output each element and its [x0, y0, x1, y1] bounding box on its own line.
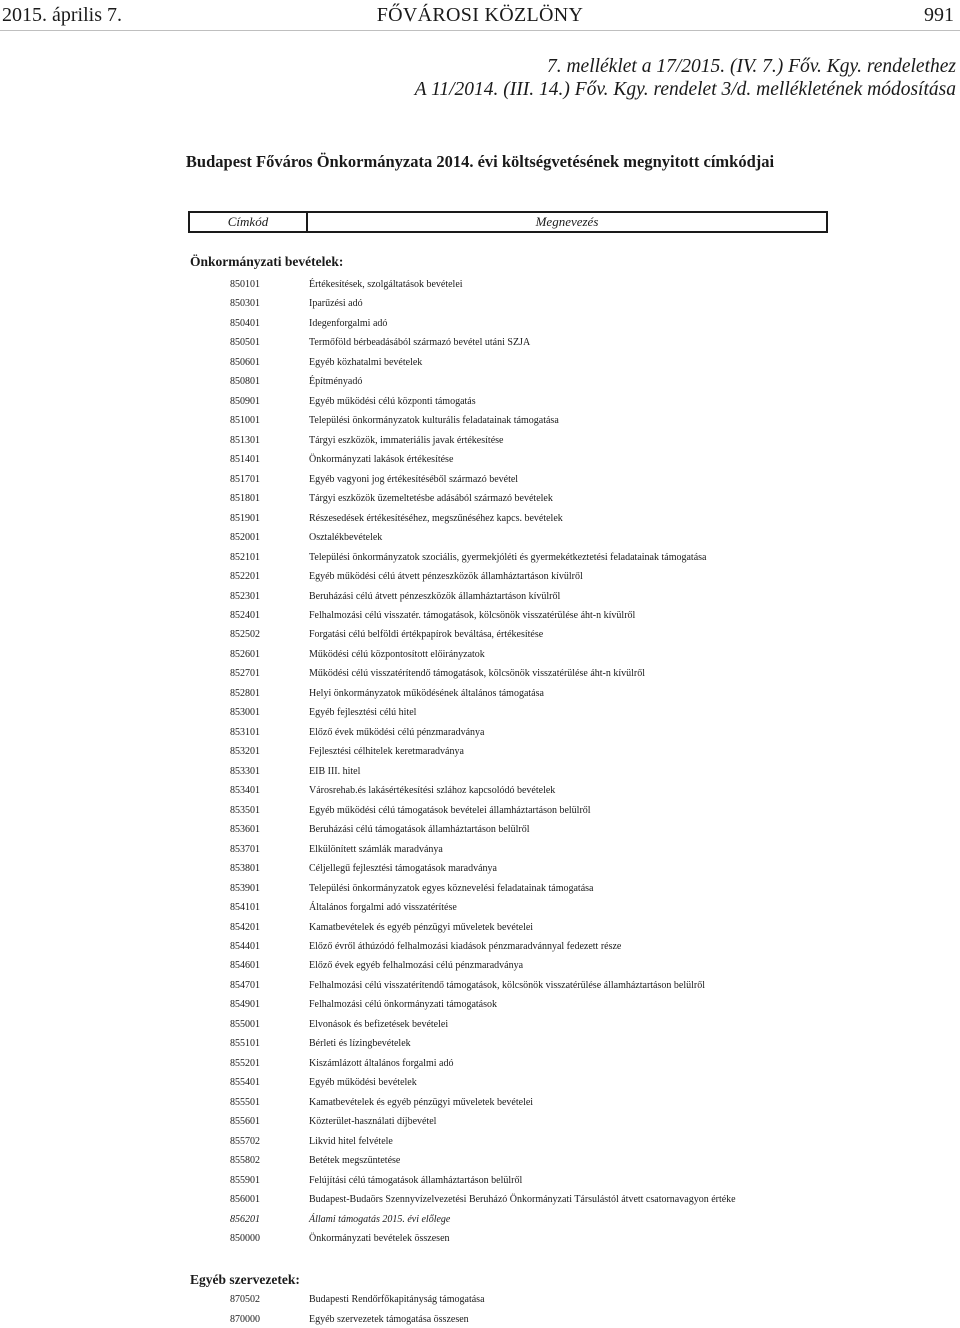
document-title: Budapest Főváros Önkormányzata 2014. évi költségvetésének megnyitott címkódjai [185, 152, 775, 171]
row-code: 855101 [230, 1038, 260, 1050]
row-name: Kamatbevételek és egyéb pénzügyi műveletek bevételei [309, 1096, 534, 1108]
header-page-number: 991 [924, 4, 954, 26]
table-column-header [188, 211, 828, 233]
row-name: Építményadó [309, 376, 363, 388]
row-code: 850301 [230, 298, 260, 310]
row-code: 850901 [230, 395, 260, 407]
row-name: Beruházási célú támogatások államháztartáson belülről [309, 824, 530, 836]
row-code: 852001 [230, 532, 260, 544]
annex-line-2: A 11/2014. (III. 14.) Főv. Kgy. rendelet 3/d. mellékletének módosítása [414, 79, 956, 100]
row-code: 855501 [230, 1096, 260, 1108]
row-name: Termőföld bérbeadásából származó bevétel utáni SZJA [309, 337, 531, 349]
row-name: Idegenforgalmi adó [309, 317, 388, 329]
row-code: 855601 [230, 1116, 260, 1128]
row-code: 853601 [230, 824, 260, 836]
row-name: Tárgyi eszközök üzemeltetésbe adásából származó bevételek [309, 493, 553, 505]
row-code: 850401 [230, 317, 260, 329]
row-code: 853101 [230, 726, 260, 738]
row-name: Céljellegű fejlesztési támogatások maradványa [309, 863, 497, 875]
row-code: 850801 [230, 376, 260, 388]
row-name: Egyéb működési célú támogatások bevételei államháztartáson belülről [309, 804, 591, 816]
row-code: 853901 [230, 882, 260, 894]
row-name: Egyéb fejlesztési célú hitel [309, 707, 417, 719]
row-code: 852601 [230, 648, 260, 660]
row-code: 852201 [230, 571, 260, 583]
row-name: Önkormányzati lakások értékesítése [309, 454, 454, 466]
row-code: 854401 [230, 940, 260, 952]
row-name: Felhalmozási célú visszatér. támogatások, kölcsönök visszatérülése áht-n kívülről [309, 609, 636, 621]
row-name: Likvid hitel felvétele [309, 1135, 393, 1147]
row-code: 852401 [230, 609, 260, 621]
row-name: Iparűzési adó [309, 298, 363, 310]
row-name: Állami támogatás 2015. évi előlege [309, 1213, 451, 1225]
row-code: 854201 [230, 921, 260, 933]
row-code: 855802 [230, 1155, 260, 1167]
row-name: Közterület-használati díjbevétel [309, 1116, 437, 1128]
row-name: Előző évről áthúzódó felhalmozási kiadások pénzmaradvánnyal fedezett része [309, 940, 622, 952]
row-name: Tárgyi eszközök, immateriális javak értékesítése [309, 434, 504, 446]
row-code: 850000 [230, 1233, 260, 1245]
row-code: 855702 [230, 1135, 260, 1147]
row-name: Budapest-Budaörs Szennyvízelvezetési Beruházó Önkormányzati Társulástól átvett csatornavagyon értéke [309, 1194, 736, 1206]
row-code: 851901 [230, 512, 260, 524]
row-code: 855001 [230, 1018, 260, 1030]
annex-reference [415, 55, 956, 101]
row-name: Előző évek egyéb felhalmozási célú pénzmaradványa [309, 960, 524, 972]
row-code: 850501 [230, 337, 260, 349]
row-code: 853501 [230, 804, 260, 816]
row-name: Helyi önkormányzatok működésének általános támogatása [309, 687, 544, 699]
row-code: 870502 [230, 1294, 260, 1305]
row-name: Elvonások és befizetések bevételei [309, 1018, 449, 1030]
row-code: 853701 [230, 843, 260, 855]
row-code: 856001 [230, 1194, 260, 1206]
row-code: 870000 [230, 1313, 260, 1325]
row-code: 850101 [230, 279, 260, 290]
annex-line-1: 7. melléklet a 17/2015. (IV. 7.) Főv. Kgy. rendelethez [546, 56, 956, 77]
column-header-name: Megnevezés [535, 214, 599, 229]
row-code: 855201 [230, 1057, 260, 1069]
row-code: 852701 [230, 668, 260, 680]
header-date: 2015. április 7. [2, 4, 122, 26]
row-name: Működési célú visszatérítendő támogatások, kölcsönök visszatérülése áht-n kívülről [309, 668, 646, 680]
row-name: Egyéb vagyoni jog értékesítéséből származó bevétel [309, 473, 519, 485]
page-header [0, 0, 960, 31]
row-code: 855401 [230, 1077, 260, 1089]
row-name: EIB III. hitel [309, 765, 361, 777]
row-code: 856201 [230, 1213, 260, 1225]
section-title-other-orgs: Egyéb szervezetek: [190, 1272, 300, 1287]
row-name: Felhalmozási célú önkormányzati támogatások [309, 999, 497, 1011]
row-name: Kamatbevételek és egyéb pénzügyi műveletek bevételei [309, 921, 534, 933]
row-name: Részesedések értékesítéséhez, megszűnéséhez kapcs. bevételek [309, 512, 563, 524]
row-code: 852502 [230, 629, 260, 641]
section-title-revenues: Önkormányzati bevételek: [190, 254, 344, 269]
row-code: 854901 [230, 999, 260, 1011]
row-code: 854101 [230, 902, 260, 914]
row-name: Települési önkormányzatok kulturális feladatainak támogatása [309, 415, 559, 427]
row-name: Budapesti Rendőrfőkapitányság támogatása [309, 1294, 485, 1305]
row-name: Felhalmozási célú visszatérítendő támogatások, kölcsönök visszatérülése államháztartáson belülről [309, 979, 705, 991]
row-name: Önkormányzati bevételek összesen [309, 1233, 450, 1245]
row-name: Kiszámlázott általános forgalmi adó [309, 1057, 454, 1069]
row-name: Városrehab.és lakásértékesítési szlához kapcsolódó bevételek [309, 785, 556, 797]
row-name: Egyéb működési célú átvett pénzeszközök államháztartáson kívülről [309, 571, 583, 583]
column-header-code: Címkód [190, 213, 308, 231]
row-name: Települési önkormányzatok egyes köznevelési feladatainak támogatása [309, 882, 594, 894]
row-name: Általános forgalmi adó visszatérítése [309, 902, 457, 914]
row-code: 850601 [230, 356, 260, 368]
row-code: 853001 [230, 707, 260, 719]
row-code: 853201 [230, 746, 260, 758]
row-code: 852801 [230, 687, 260, 699]
row-code: 852101 [230, 551, 260, 563]
row-name: Egyéb működési bevételek [309, 1077, 417, 1089]
row-code: 853401 [230, 785, 260, 797]
row-name: Egyéb közhatalmi bevételek [309, 356, 423, 368]
row-name: Működési célú központosított előirányzatok [309, 648, 485, 660]
row-code: 851301 [230, 434, 260, 446]
row-name: Elkülönített számlák maradványa [309, 843, 443, 855]
row-name: Betétek megszüntetése [309, 1155, 401, 1167]
row-name: Egyéb szervezetek támogatása összesen [309, 1313, 469, 1325]
row-name: Felújítási célú támogatások államháztartáson belülről [309, 1174, 523, 1186]
row-code: 851801 [230, 493, 260, 505]
row-code: 853801 [230, 863, 260, 875]
row-code: 854601 [230, 960, 260, 972]
row-name: Előző évek működési célú pénzmaradványa [309, 726, 485, 738]
row-code: 855901 [230, 1174, 260, 1186]
row-name: Egyéb működési célú központi támogatás [309, 395, 476, 407]
row-name: Értékesítések, szolgáltatások bevételei [309, 279, 463, 290]
row-name: Beruházási célú átvett pénzeszközök államháztartáson kívülről [309, 590, 561, 602]
row-name: Osztalékbevételek [309, 532, 383, 544]
row-code: 853301 [230, 765, 260, 777]
row-code: 852301 [230, 590, 260, 602]
row-code: 851401 [230, 454, 260, 466]
row-code: 854701 [230, 979, 260, 991]
row-code: 851001 [230, 415, 260, 427]
row-name: Települési önkormányzatok szociális, gyermekjóléti és gyermekétkeztetési feladatainak támogatása [309, 551, 707, 563]
row-name: Forgatási célú belföldi értékpapírok beváltása, értékesítése [309, 629, 544, 641]
row-name: Fejlesztési célhitelek keretmaradványa [309, 746, 464, 758]
row-name: Bérleti és lízingbevételek [309, 1038, 411, 1050]
header-publication: FŐVÁROSI KÖZLÖNY [376, 4, 584, 26]
row-code: 851701 [230, 473, 260, 485]
